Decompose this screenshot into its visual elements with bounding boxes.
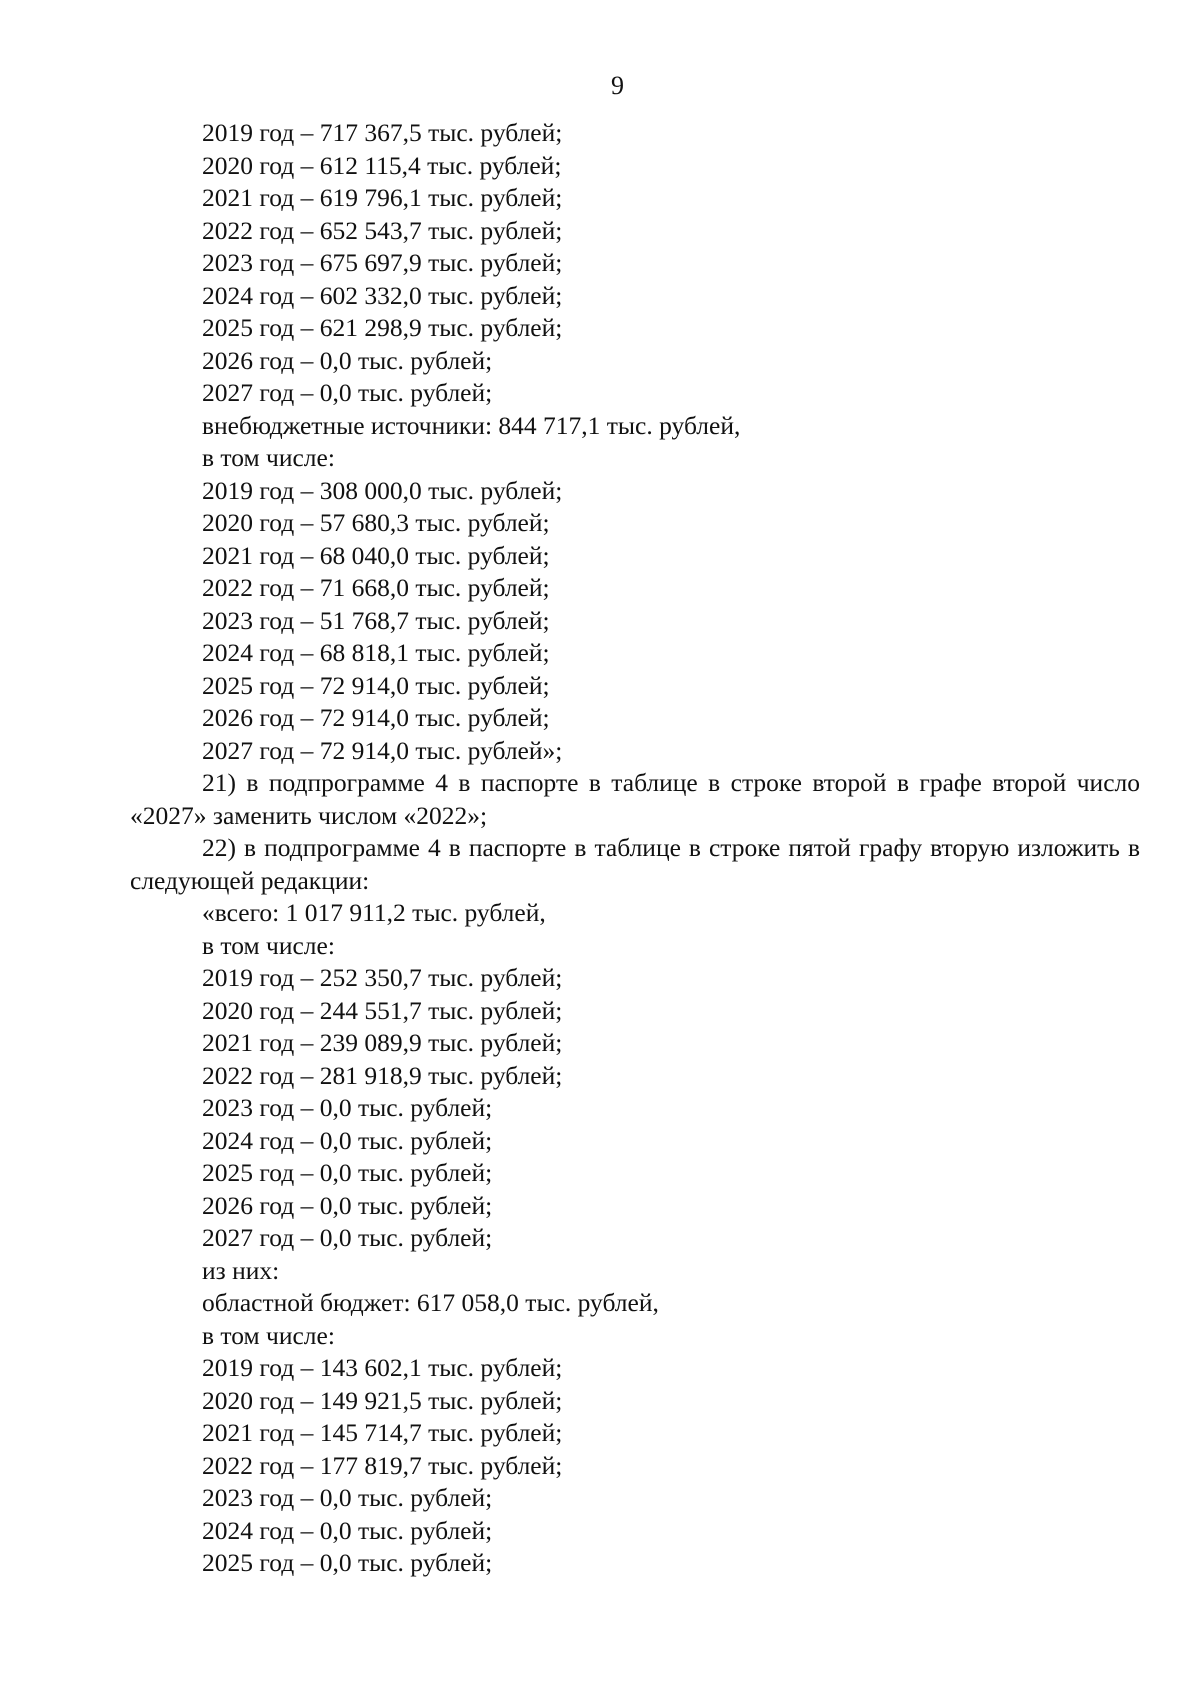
funding-total: «всего: 1 017 911,2 тыс. рублей,: [202, 898, 546, 927]
including-label: в том числе:: [202, 443, 335, 472]
of-them-label: из них:: [202, 1255, 280, 1285]
funding-line: 2024 год – 0,0 тыс. рублей;: [202, 1125, 493, 1155]
funding-line: 2026 год – 72 914,0 тыс. рублей;: [202, 703, 550, 732]
funding-line: 2026 год – 0,0 тыс. рублей;: [202, 345, 493, 375]
funding-line: 2022 год – 652 543,7 тыс. рублей;: [202, 215, 563, 245]
funding-line: 2022 год – 281 918,9 тыс. рублей;: [202, 1060, 563, 1090]
funding-line: 2021 год – 145 714,7 тыс. рублей;: [202, 1418, 563, 1447]
funding-line: 2024 год – 68 818,1 тыс. рублей;: [202, 638, 550, 667]
funding-line: 2021 год – 239 089,9 тыс. рублей;: [202, 1028, 563, 1057]
funding-line: 2027 год – 0,0 тыс. рублей;: [202, 378, 493, 407]
funding-line: 2019 год – 717 367,5 тыс. рублей;: [202, 118, 563, 147]
funding-line: 2019 год – 143 602,1 тыс. рублей;: [202, 1353, 563, 1382]
funding-line: 2026 год – 0,0 тыс. рублей;: [202, 1190, 493, 1220]
funding-line: 2023 год – 0,0 тыс. рублей;: [202, 1483, 493, 1512]
funding-line: 2027 год – 0,0 тыс. рублей;: [202, 1223, 493, 1252]
funding-line: 2022 год – 71 668,0 тыс. рублей;: [202, 573, 550, 602]
document-body: [130, 117, 1140, 1580]
funding-line: 2021 год – 68 040,0 тыс. рублей;: [202, 540, 550, 570]
funding-line: 2023 год – 0,0 тыс. рублей;: [202, 1093, 493, 1122]
including-label: в том числе:: [202, 1320, 335, 1350]
funding-line: 2027 год – 72 914,0 тыс. рублей»;: [202, 735, 563, 765]
funding-line: 2025 год – 0,0 тыс. рублей;: [202, 1158, 493, 1187]
funding-line: 2022 год – 177 819,7 тыс. рублей;: [202, 1450, 563, 1480]
funding-line: 2020 год – 149 921,5 тыс. рублей;: [202, 1385, 563, 1415]
funding-source-heading: внебюджетные источники: 844 717,1 тыс. рублей,: [202, 410, 741, 440]
funding-line: 2019 год – 252 350,7 тыс. рублей;: [202, 963, 563, 992]
paragraph-22: 22) в подпрограмме 4 в паспорте в таблице в строке пятой графу вторую изложить в следующей редакции:: [130, 833, 1140, 895]
funding-line: 2025 год – 0,0 тыс. рублей;: [202, 1548, 493, 1577]
funding-line: 2025 год – 621 298,9 тыс. рублей;: [202, 313, 563, 342]
funding-line: 2020 год – 612 115,4 тыс. рублей;: [202, 150, 562, 180]
paragraph-21: 21) в подпрограмме 4 в паспорте в таблице в строке второй в графе второй число «2027» заменить числом «2022»;: [130, 768, 1140, 830]
funding-line: 2023 год – 51 768,7 тыс. рублей;: [202, 605, 550, 635]
funding-line: 2020 год – 57 680,3 тыс. рублей;: [202, 508, 550, 537]
including-label: в том числе:: [202, 930, 335, 960]
funding-line: 2021 год – 619 796,1 тыс. рублей;: [202, 183, 563, 212]
funding-line: 2023 год – 675 697,9 тыс. рублей;: [202, 248, 563, 277]
page-number: 9: [611, 71, 624, 100]
funding-line: 2019 год – 308 000,0 тыс. рублей;: [202, 475, 563, 505]
funding-line: 2024 год – 602 332,0 тыс. рублей;: [202, 280, 563, 310]
funding-line: 2024 год – 0,0 тыс. рублей;: [202, 1515, 493, 1545]
funding-source-heading: областной бюджет: 617 058,0 тыс. рублей,: [202, 1288, 659, 1317]
funding-line: 2025 год – 72 914,0 тыс. рублей;: [202, 670, 550, 700]
funding-line: 2020 год – 244 551,7 тыс. рублей;: [202, 995, 563, 1025]
